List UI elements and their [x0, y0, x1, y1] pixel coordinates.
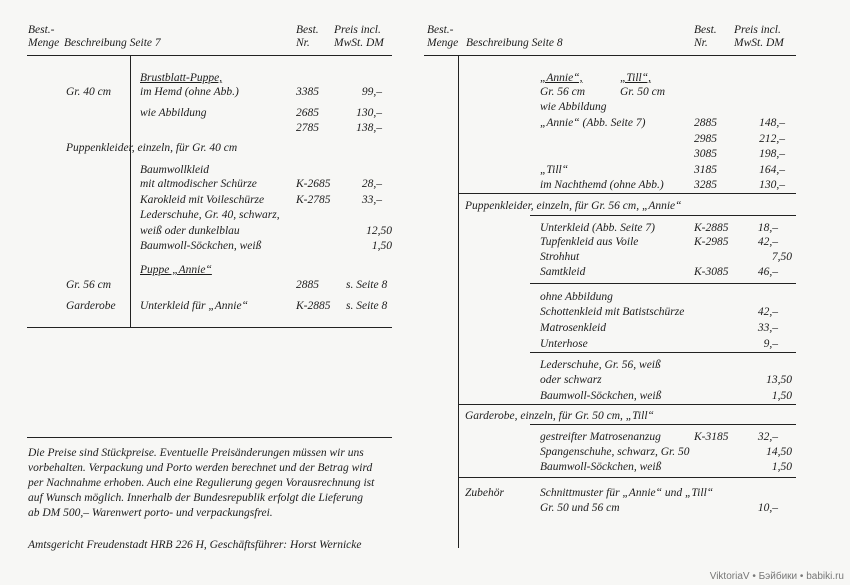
zubehoer-label: Zubehör [465, 487, 504, 499]
order-number: 3085 [694, 148, 717, 160]
price: 7,50 [771, 251, 792, 263]
item-desc: Unterkleid (Abb. Seite 7) [540, 222, 655, 234]
price: 12,50 [366, 225, 392, 237]
company-line: Amtsgericht Freudenstadt HRB 226 H, Geschäftsführer: Horst Wernicke [28, 539, 362, 551]
item-desc: „Annie“ (Abb. Seite 7) [540, 117, 646, 129]
header-beschreibung: Beschreibung Seite 7 [64, 37, 161, 49]
row-rule [530, 424, 796, 425]
size-label: Gr. 40 cm [66, 86, 112, 98]
header-beschreibung: Beschreibung Seite 8 [466, 37, 563, 49]
price: 28,– [361, 178, 382, 190]
order-number: 3385 [296, 86, 319, 98]
item-desc: Baumwoll-Söckchen, weiß [540, 461, 662, 473]
price: 46,– [757, 266, 778, 278]
header-nr: Best. Nr. [296, 24, 319, 49]
footer-rule [27, 437, 392, 438]
item-desc: wie Abbildung [540, 101, 607, 113]
item-desc: im Nachthemd (ohne Abb.) [540, 179, 664, 191]
item-desc: gestreifter Matrosenanzug [540, 431, 661, 443]
table-bottom-rule [27, 327, 392, 328]
order-number: 3285 [694, 179, 717, 191]
price: 33,– [757, 322, 778, 334]
price: 14,50 [766, 446, 792, 458]
row-rule [459, 193, 796, 194]
item-desc: Baumwoll-Söckchen, weiß [540, 390, 662, 402]
order-number: K-2985 [694, 236, 729, 248]
order-number: K-2885 [296, 300, 331, 312]
price: 42,– [757, 306, 778, 318]
order-number: K-2785 [296, 194, 331, 206]
section-heading: Puppenkleider, einzeln, für Gr. 56 cm, „Annie“ [465, 200, 682, 212]
item-desc: Matrosenkleid [540, 322, 607, 334]
order-number: 2685 [296, 107, 319, 119]
garderobe-label: Garderobe [66, 300, 116, 312]
header-menge: Best.- Menge [427, 24, 459, 49]
header-nr: Best. Nr. [694, 24, 717, 49]
item-desc: Unterkleid für „Annie“ [140, 300, 248, 312]
footer-note: Die Preise sind Stückpreise. Eventuelle Preisänderungen müssen wir uns vorbehalten. Verpackung und Porto werden berechnet und der Betrag wird per Nachnahme erhoben. Auch eine Regulierung gegen Vorausrechnung ist auf Wunsch möglich. Innerhalb der Bundesrepublik erfolgt die Lieferung ab DM 500,– Warenwert porto- und verpackungsfrei. [28, 447, 375, 519]
annie-title: Puppe „Annie“ [140, 264, 212, 276]
item-desc: weiß oder dunkelblau [140, 225, 240, 237]
row-rule [459, 404, 796, 405]
price: 42,– [757, 236, 778, 248]
order-number: 2985 [694, 133, 717, 145]
order-number: 2885 [694, 117, 717, 129]
annie-title: „Annie“, [540, 72, 583, 84]
header-preis: Preis incl. MwSt. DM [734, 24, 784, 49]
price: 1,50 [771, 461, 792, 473]
item-desc: Samtkleid [540, 266, 586, 278]
price: 10,– [757, 502, 778, 514]
subheading: ohne Abbildung [540, 291, 613, 303]
column-divider [130, 56, 131, 327]
item-desc: wie Abbildung [140, 107, 207, 119]
price: 9,– [763, 338, 778, 350]
item-desc: oder schwarz [540, 374, 602, 386]
price: 198,– [759, 148, 785, 160]
item-desc: Baumwollkleid [140, 164, 209, 176]
item-desc: Lederschuhe, Gr. 40, schwarz, [140, 209, 280, 221]
item-desc: Strohhut [540, 251, 580, 263]
item-desc: Tupfenkleid aus Voile [540, 236, 639, 248]
header-rule [27, 55, 392, 56]
price: 33,– [361, 194, 382, 206]
item-desc: Lederschuhe, Gr. 56, weiß [540, 359, 661, 371]
item-desc: Schottenkleid mit Batistschürze [540, 306, 685, 318]
row-rule [530, 352, 796, 353]
order-number: 3185 [694, 164, 717, 176]
item-desc: Spangenschuhe, schwarz, Gr. 50 [540, 446, 690, 458]
price: 99,– [361, 86, 382, 98]
price: 138,– [356, 122, 382, 134]
header-rule [424, 55, 796, 56]
row-rule [530, 283, 796, 284]
item-desc: im Hemd (ohne Abb.) [140, 86, 239, 98]
size-label: Gr. 50 cm [620, 86, 666, 98]
order-number: 2785 [296, 122, 319, 134]
size-label: Gr. 56 cm [66, 279, 112, 291]
item-desc: Karokleid mit Voileschürze [140, 194, 265, 206]
section-heading: Garderobe, einzeln, für Gr. 50 cm, „Till“ [465, 410, 654, 422]
order-number: K-3185 [694, 431, 729, 443]
item-desc: Gr. 50 und 56 cm [540, 502, 620, 514]
item-desc: mit altmodischer Schürze [140, 178, 257, 190]
price: 32,– [757, 431, 778, 443]
price: 13,50 [766, 374, 792, 386]
price: 164,– [759, 164, 785, 176]
item-desc: Baumwoll-Söckchen, weiß [140, 240, 262, 252]
price: s. Seite 8 [346, 300, 388, 312]
order-number: K-2885 [694, 222, 729, 234]
order-number: K-3085 [694, 266, 729, 278]
item-desc: „Till“ [540, 164, 569, 176]
price: 212,– [759, 133, 785, 145]
header-preis: Preis incl. MwSt. DM [334, 24, 384, 49]
column-divider [458, 56, 459, 548]
section-heading: Puppenkleider, einzeln, für Gr. 40 cm [66, 142, 238, 154]
price: 130,– [356, 107, 382, 119]
row-rule [459, 477, 796, 478]
size-label: Gr. 56 cm [540, 86, 586, 98]
header-menge: Best.- Menge [28, 24, 60, 49]
row-rule [530, 215, 796, 216]
item-desc: Schnittmuster für „Annie“ und „Till“ [540, 487, 714, 499]
price: 1,50 [371, 240, 392, 252]
price: 148,– [759, 117, 785, 129]
brustblatt-title: Brustblatt-Puppe, [140, 72, 223, 84]
price: 18,– [757, 222, 778, 234]
till-title: „Till“, [620, 72, 652, 84]
order-number: 2885 [296, 279, 319, 291]
price: 1,50 [771, 390, 792, 402]
item-desc: Unterhose [540, 338, 588, 350]
price: s. Seite 8 [346, 279, 388, 291]
watermark: ViktoriaV • Бэйбики • babiki.ru [709, 571, 844, 582]
price: 130,– [759, 179, 785, 191]
order-number: K-2685 [296, 178, 331, 190]
